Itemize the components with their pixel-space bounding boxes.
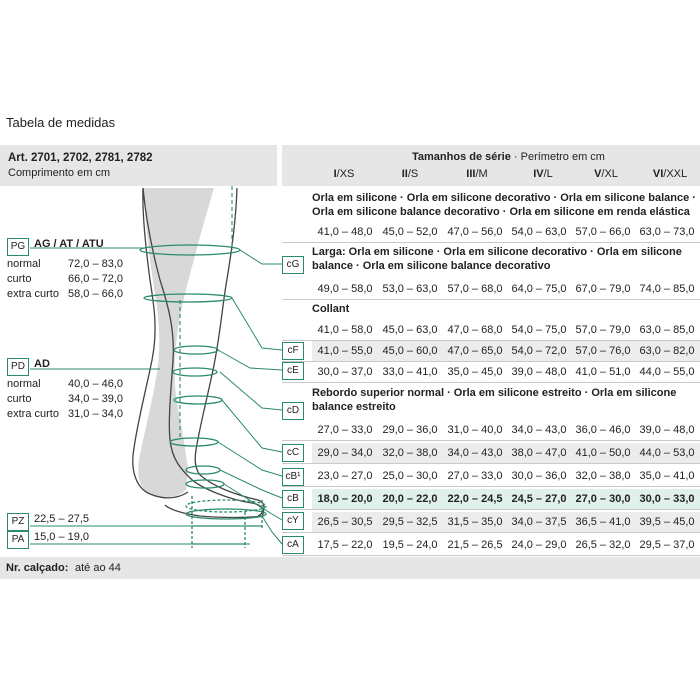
table-row xyxy=(0,512,695,532)
row-divider xyxy=(282,532,700,533)
table-cell: 22,0 – 24,5 xyxy=(442,489,508,509)
sizes-title-bold: Tamanhos de série xyxy=(412,151,511,163)
row-divider xyxy=(282,382,700,383)
article-numbers: Art. 2701, 2702, 2781, 2782 xyxy=(8,152,153,164)
table-cell: 24,0 – 29,0 xyxy=(511,539,567,551)
table-cell: 30,0 – 37,0 xyxy=(317,366,373,378)
table-cell: 41,0 – 55,0 xyxy=(312,341,378,361)
pg-row-label: curto xyxy=(7,273,32,285)
pd-badge: PD xyxy=(7,358,29,376)
size-col-1: I/XS xyxy=(333,168,355,180)
pg-row-value: 72,0 – 83,0 xyxy=(68,258,124,270)
row-divider xyxy=(282,509,700,510)
pz-badge: PZ xyxy=(7,513,29,531)
table-cell: 25,0 – 30,0 xyxy=(382,470,438,482)
cb-badge: cB xyxy=(282,490,304,508)
table-cell: 36,0 – 46,0 xyxy=(575,424,631,436)
pd-row-value: 40,0 – 46,0 xyxy=(68,378,124,390)
table-cell: 44,0 – 55,0 xyxy=(639,366,695,378)
table-cell: 31,5 – 35,0 xyxy=(442,512,508,532)
table-cell: 29,0 – 36,0 xyxy=(382,424,438,436)
group-title-larga: Larga: Orla em silicone · Orla em silicone decorativo · Orla em silicone balance · Orla em silicone balance decorativo xyxy=(312,246,682,272)
pg-row-value: 58,0 – 66,0 xyxy=(68,288,124,300)
table-cell: 20,0 – 22,0 xyxy=(377,489,443,509)
table-cell: 67,0 – 79,0 xyxy=(575,283,631,295)
table-cell: 45,0 – 60,0 xyxy=(377,341,443,361)
table-cell: 34,0 – 43,0 xyxy=(442,443,508,463)
table-cell: 23,0 – 27,0 xyxy=(317,470,373,482)
table-cell: 41,0 – 48,0 xyxy=(317,226,373,238)
size-col-4: IV/L xyxy=(533,168,553,180)
table-cell: 32,0 – 38,0 xyxy=(377,443,443,463)
row-divider xyxy=(282,555,700,556)
table-cell: 54,0 – 75,0 xyxy=(511,324,567,336)
table-cell: 27,0 – 33,0 xyxy=(317,424,373,436)
table-cell: 41,0 – 58,0 xyxy=(317,324,373,336)
footer-value: até ao 44 xyxy=(75,562,121,574)
table-cell: 26,5 – 30,5 xyxy=(312,512,378,532)
table-row xyxy=(0,466,695,486)
table-cell: 57,0 – 66,0 xyxy=(575,226,631,238)
table-cell: 34,0 – 43,0 xyxy=(511,424,567,436)
table-cell: 32,0 – 38,0 xyxy=(575,470,631,482)
table-cell: 47,0 – 68,0 xyxy=(447,324,503,336)
table-cell: 17,5 – 22,0 xyxy=(317,539,373,551)
table-cell: 21,5 – 26,5 xyxy=(447,539,503,551)
table-cell: 33,0 – 41,0 xyxy=(382,366,438,378)
pg-row-value: 66,0 – 72,0 xyxy=(68,273,124,285)
table-row xyxy=(0,320,695,340)
table-cell: 29,5 – 37,0 xyxy=(639,539,695,551)
table-cell: 38,0 – 47,0 xyxy=(506,443,572,463)
table-cell: 41,0 – 50,0 xyxy=(570,443,636,463)
table-cell: 29,0 – 34,0 xyxy=(312,443,378,463)
unit-note: Comprimento em cm xyxy=(8,167,111,179)
table-cell: 31,0 – 40,0 xyxy=(447,424,503,436)
pg-row-label: normal xyxy=(7,258,41,270)
table-cell: 74,0 – 85,0 xyxy=(639,283,695,295)
row-divider xyxy=(282,463,700,464)
pd-row-value: 31,0 – 34,0 xyxy=(68,408,124,420)
ce-badge: cE xyxy=(282,362,304,380)
pd-row-label: normal xyxy=(7,378,41,390)
table-row xyxy=(0,362,695,382)
table-row xyxy=(0,489,695,509)
table-row xyxy=(0,443,695,463)
table-cell: 45,0 – 63,0 xyxy=(382,324,438,336)
pd-row-label: curto xyxy=(7,393,32,405)
size-col-3: III/M xyxy=(466,168,488,180)
cb1-badge: cB¹ xyxy=(282,468,304,486)
table-cell: 63,0 – 82,0 xyxy=(634,341,700,361)
table-cell: 57,0 – 79,0 xyxy=(575,324,631,336)
table-cell: 63,0 – 73,0 xyxy=(639,226,695,238)
pz-value: 22,5 – 27,5 xyxy=(34,513,90,525)
table-row xyxy=(0,222,695,242)
table-cell: 39,5 – 45,0 xyxy=(634,512,700,532)
pg-badge: PG xyxy=(7,238,29,256)
table-cell: 54,0 – 63,0 xyxy=(511,226,567,238)
footer xyxy=(0,557,700,579)
cc-badge: cC xyxy=(282,444,304,462)
table-cell: 64,0 – 75,0 xyxy=(511,283,567,295)
group-title-collant: Collant xyxy=(312,303,350,315)
table-cell: 45,0 – 52,0 xyxy=(382,226,438,238)
row-divider xyxy=(282,486,700,487)
row-divider xyxy=(282,299,700,300)
pd-row-value: 34,0 – 39,0 xyxy=(68,393,124,405)
ca-badge: cA xyxy=(282,536,304,554)
table-cell: 27,0 – 30,0 xyxy=(570,489,636,509)
pd-row-label: extra curto xyxy=(7,408,59,420)
table-cell: 30,0 – 36,0 xyxy=(511,470,567,482)
table-cell: 63,0 – 85,0 xyxy=(639,324,695,336)
table-cell: 35,0 – 41,0 xyxy=(639,470,695,482)
group-title-silicone: Orla em silicone · Orla em silicone decorativo · Orla em silicone balance · Orla em silicone balance decorativo · Orla em silicone em renda elástica xyxy=(312,192,696,218)
table-cell: 30,0 – 33,0 xyxy=(634,489,700,509)
table-cell: 29,5 – 32,5 xyxy=(377,512,443,532)
table-cell: 49,0 – 58,0 xyxy=(317,283,373,295)
table-cell: 47,0 – 56,0 xyxy=(447,226,503,238)
table-cell: 24,5 – 27,0 xyxy=(506,489,572,509)
table-cell: 47,0 – 65,0 xyxy=(442,341,508,361)
row-divider xyxy=(282,242,700,243)
pg-row-label: extra curto xyxy=(7,288,59,300)
table-cell: 39,0 – 48,0 xyxy=(639,424,695,436)
size-col-6: VI/XXL xyxy=(652,168,688,180)
size-col-5: V/XL xyxy=(594,168,618,180)
size-col-2: II/S xyxy=(401,168,419,180)
row-divider xyxy=(282,440,700,441)
table-row xyxy=(0,279,695,299)
footer-label: Nr. calçado: xyxy=(6,562,69,574)
table-cell: 54,0 – 72,0 xyxy=(506,341,572,361)
table-row xyxy=(0,420,695,440)
table-cell: 19,5 – 24,0 xyxy=(382,539,438,551)
cf-badge: cF xyxy=(282,342,304,360)
table-cell: 57,0 – 68,0 xyxy=(447,283,503,295)
table-cell: 44,0 – 53,0 xyxy=(634,443,700,463)
table-cell: 57,0 – 76,0 xyxy=(570,341,636,361)
cd-badge: cD xyxy=(282,402,304,420)
table-row xyxy=(0,341,695,361)
table-cell: 35,0 – 45,0 xyxy=(447,366,503,378)
cy-badge: cY xyxy=(282,512,304,530)
table-cell: 53,0 – 63,0 xyxy=(382,283,438,295)
group-title-rebordo: Rebordo superior normal · Orla em silicone estreito · Orla em silicone balance estreito xyxy=(312,387,677,413)
pg-title: AG / AT / ATU xyxy=(34,238,104,250)
pa-value: 15,0 – 19,0 xyxy=(34,531,90,543)
table-cell: 34,0 – 37,5 xyxy=(506,512,572,532)
table-cell: 41,0 – 51,0 xyxy=(575,366,631,378)
table-cell: 18,0 – 20,0 xyxy=(312,489,378,509)
pa-badge: PA xyxy=(7,531,29,549)
sizes-title-rest: · Perímetro em cm xyxy=(510,151,605,163)
table-cell: 26,5 – 32,0 xyxy=(575,539,631,551)
page-title: Tabela de medidas xyxy=(6,115,116,130)
pd-title: AD xyxy=(34,358,50,370)
cg-badge: cG xyxy=(282,256,304,274)
table-cell: 36,5 – 41,0 xyxy=(570,512,636,532)
table-cell: 27,0 – 33,0 xyxy=(447,470,503,482)
table-cell: 39,0 – 48,0 xyxy=(511,366,567,378)
table-row xyxy=(0,535,695,555)
